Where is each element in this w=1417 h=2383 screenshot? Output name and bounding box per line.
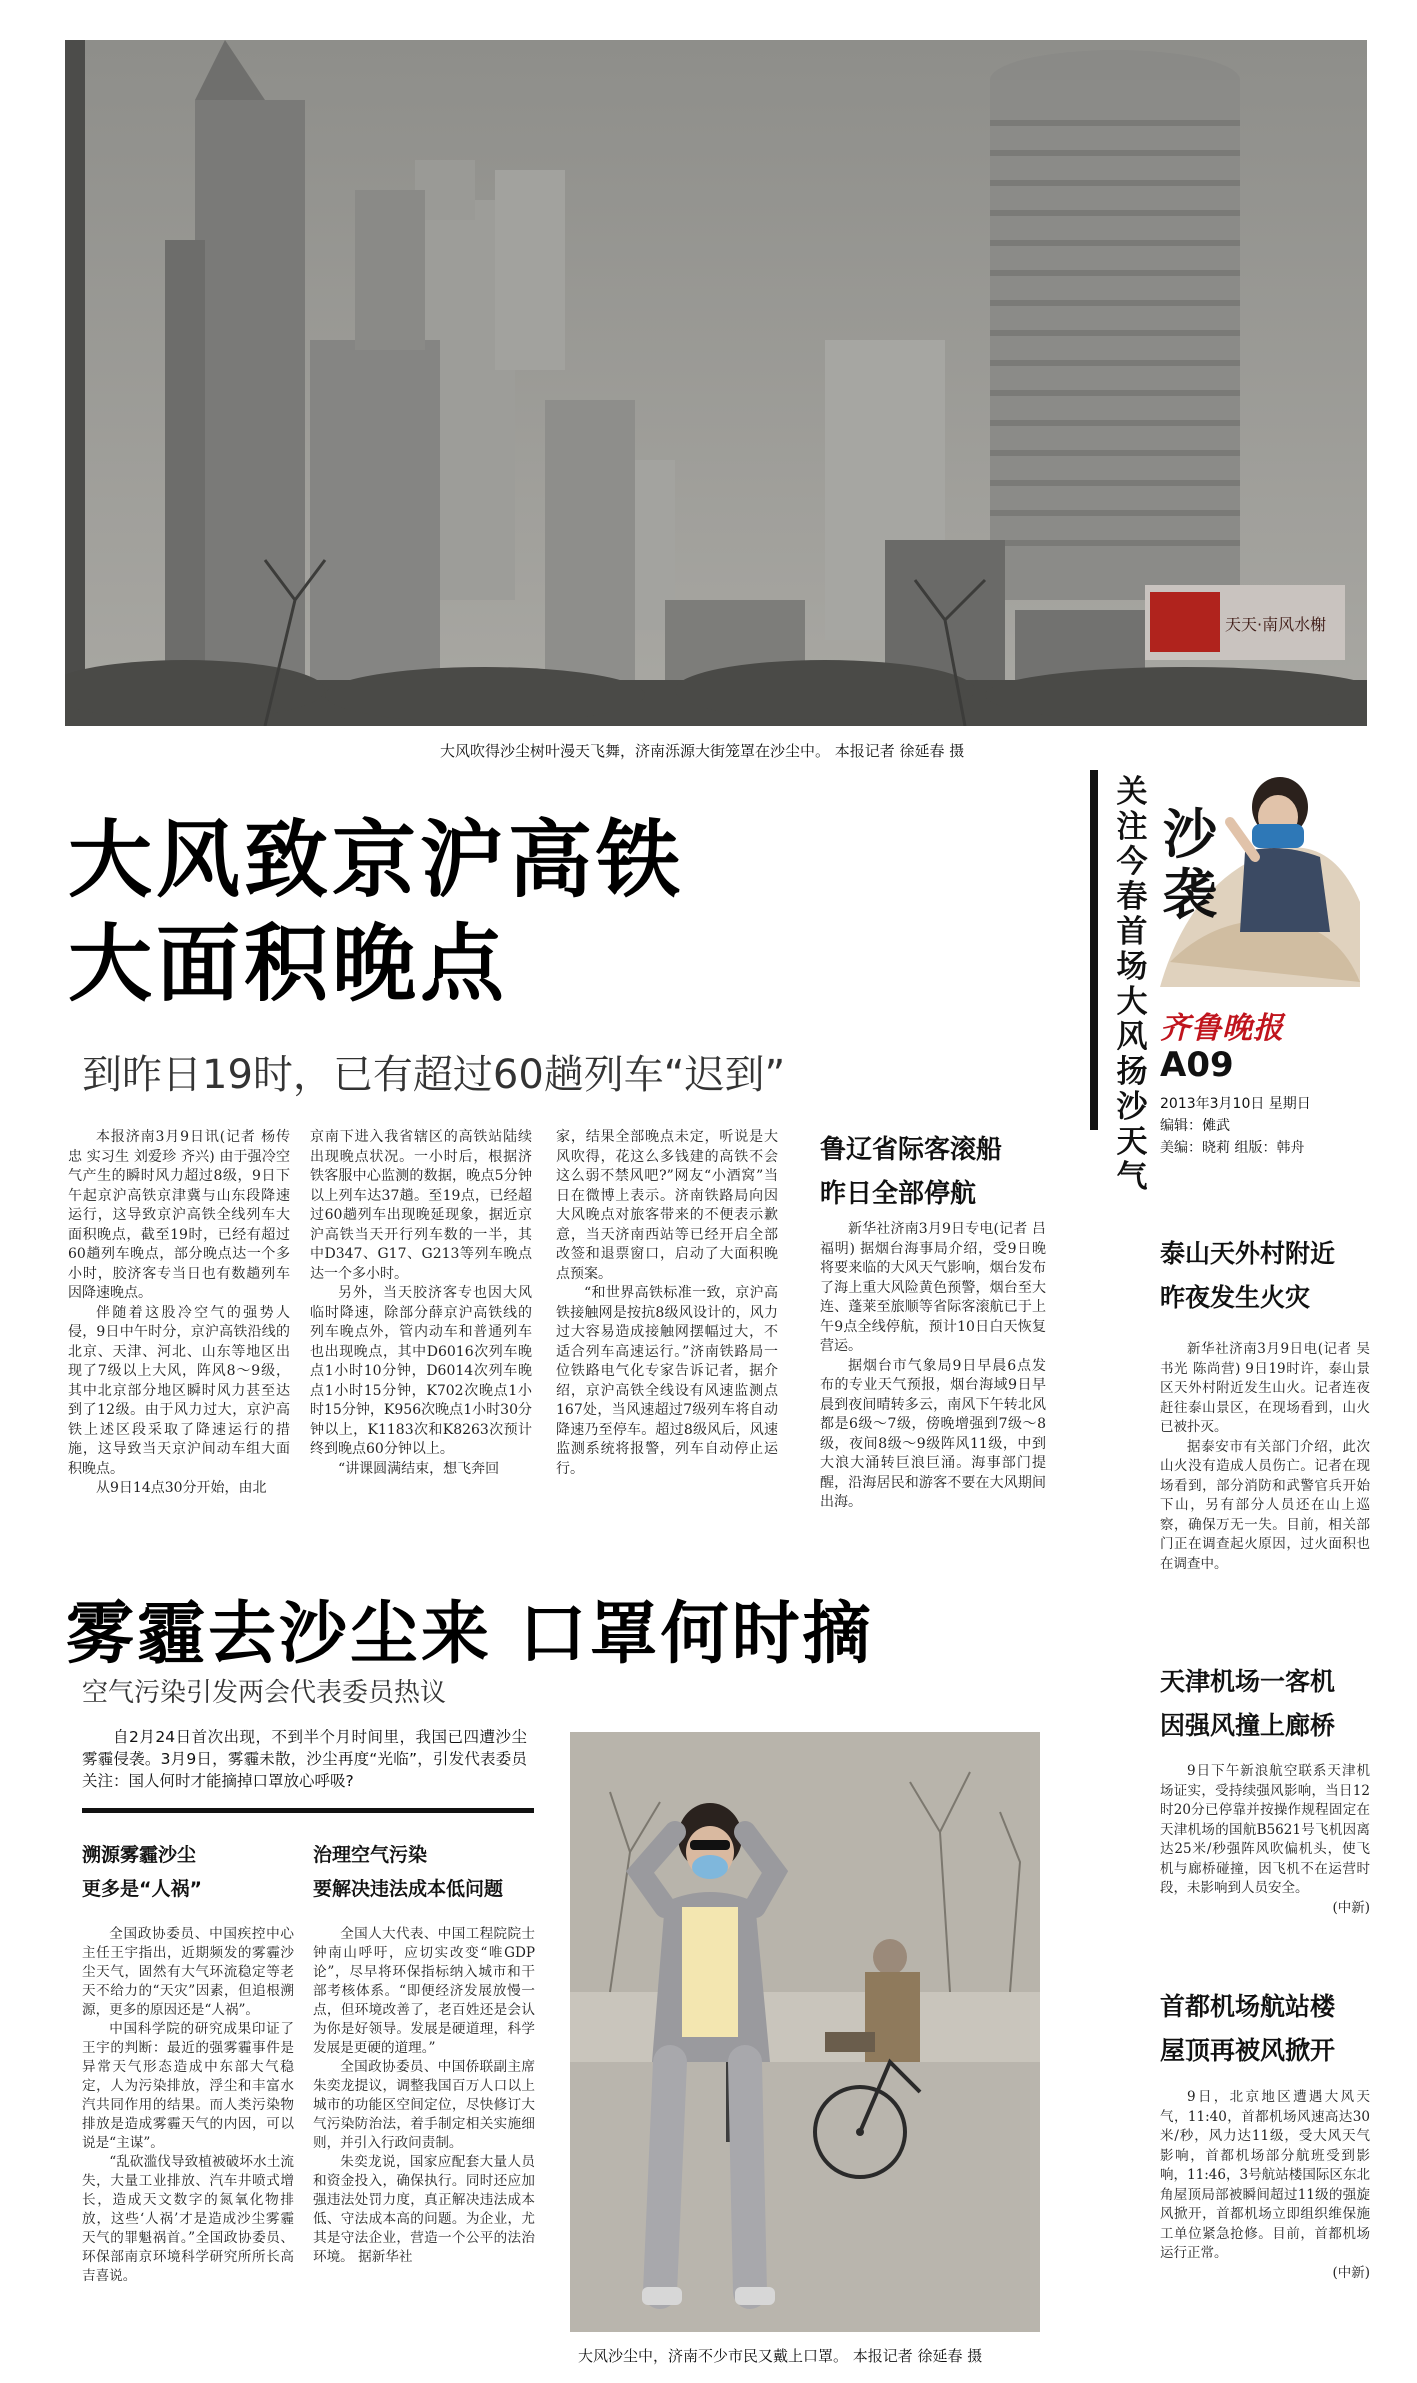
editor-line: 编辑：傩武 [1160, 1118, 1230, 1134]
ferry-headline-line1: 鲁辽省际客滚船 [820, 1135, 1003, 1165]
left-subheading [82, 1838, 202, 1906]
second-subheadline: 空气污染引发两会代表委员热议 [82, 1678, 447, 1708]
paragraph: 全国政协委员、中国侨联副主席朱奕龙提议，调整我国百万人口以上城市的功能区空间定位，尽快修订大气污染防治法，着手制定相关实施细则，并引入行政问责制。 [313, 2059, 535, 2151]
taishan-fire-headline [1160, 1232, 1370, 1320]
main-headline-line2: 大面积晚点 [68, 915, 509, 1013]
vertical-title-char: 天 [1116, 1124, 1148, 1160]
headline-line: 泰山天外村附近 [1160, 1239, 1336, 1268]
tianjin-airport-headline [1160, 1660, 1370, 1748]
main-story-column-1 [68, 1128, 290, 1499]
second-headline: 雾霾去沙尘来 口罩何时摘 [66, 1595, 874, 1674]
ferry-story-headline [820, 1128, 1050, 1216]
paragraph: 全国人大代表、中国工程院院士钟南山呼吁，应切实改变“唯GDP论”，尽早将环保指标纳入城市和干部考核体系。“即便经济发展放慢一点，但环境改善了，老百姓还是会认为你是好领导。发展是硬道理，科学发展是更硬的道理。” [313, 1926, 535, 2056]
paragraph: 家，结果全部晚点未定，听说是大风吹得，花这么多钱建的高铁不会这么弱不禁风吧?”网友“小酒窝”当日在微博上表示。济南铁路局向因大风晚点对旅客带来的不便表示歉意，当天济南西站等已经开启全部改签和退票窗口，启动了大面积晚点预案。 [556, 1129, 778, 1282]
capital-airport-headline [1160, 1985, 1370, 2073]
paragraph: 9日，北京地区遭遇大风天气，11:40，首都机场风速高达30米/秒，风力达11级，受大风天气影响，首都机场部分航班受到影响，11:46，3号航站楼国际区东北角屋顶局部被瞬间超过11级的强旋风掀开，首都机场立即组织维保施工单位紧急抢修。目前，首都机场运行正常。 [1160, 2089, 1370, 2261]
paragraph: 据泰安市有关部门介绍，此次山火没有造成人员伤亡。记者在现场看到，部分消防和武警官兵开始下山，另有部分人员还在山上巡察，确保万无一失。目前，相关部门正在调查起火原因，过火面积也在调查中。 [1160, 1438, 1370, 1572]
headline-line: 因强风撞上廊桥 [1160, 1711, 1336, 1740]
vertical-title-char: 关 [1116, 774, 1148, 810]
art-label-char: 袭 [1163, 863, 1217, 926]
right-subheading [313, 1838, 503, 1906]
billboard-text: 天天·南风水榭 [1225, 615, 1327, 634]
paragraph: 伴随着这股冷空气的强势人侵，9日中午时分，京沪高铁沿线的北京、天津、河北、山东等地区出现了7级以上大风，阵风8～9级，其中北京部分地区瞬时风力甚至达到了12级。由于风力过大，京沪高铁上述区段采取了降速运行的措施，这导致当天京沪间动车组大面积晚点。 [68, 1304, 290, 1477]
paragraph: 另外，当天胶济客专也因大风临时降速，除部分薛京沪高铁线的列车晚点外，管内动车和普通列车也出现晚点，其中D6016次列车晚点1小时10分钟，D6014次列车晚点1小时15分钟，K702次晚点1小时15分钟，K956次晚点1小时30分钟以上，K1183次和K8263次预计终到晚点60分钟以上。 [310, 1285, 532, 1457]
right-subheading-line2: 要解决违法成本低问题 [313, 1878, 504, 1900]
news-source: (中新) [1332, 2264, 1370, 2281]
city-skyline-illustration [65, 40, 1367, 726]
date-line: 2013年3月10日 星期日 [1160, 1096, 1311, 1112]
design-line: 美编：晓莉 组版：韩舟 [1160, 1140, 1305, 1156]
bottom-photo-masked-pedestrian [570, 1732, 1040, 2332]
paragraph: 从9日14点30分开始，由北 [96, 1480, 267, 1496]
vertical-title-char: 沙 [1116, 1089, 1148, 1125]
vertical-title-char: 注 [1116, 809, 1148, 845]
paragraph: 朱奕龙说，国家应配套大量人员和资金投入，确保执行。同时还应加强违法处罚力度，真正解决违法成本低、守法成本高的问题。为企业，尤其是守法企业，营造一个公平的法治环境。 据新华社 [313, 2154, 535, 2265]
left-subheading-line2: 更多是“人祸” [82, 1878, 202, 1900]
headline-line: 屋顶再被风掀开 [1160, 2036, 1336, 2065]
street-scene-illustration [570, 1732, 1040, 2332]
vertical-title-char: 春 [1116, 879, 1148, 915]
capital-airport-body [1160, 2088, 1370, 2283]
ferry-headline-line2: 昨日全部停航 [820, 1179, 977, 1209]
main-headline [68, 808, 1068, 1016]
paragraph: “讲课圆满结束，想飞奔回 [338, 1460, 500, 1477]
news-source: (中新) [1332, 1899, 1370, 1916]
right-subheading-line1: 治理空气污染 [313, 1844, 428, 1866]
vertical-title-char: 气 [1116, 1159, 1148, 1195]
paragraph: “和世界高铁标准一致，京沪高铁接触网是按抗8级风设计的，风力过大容易造成接触网摆幅过大，不适合列车高速运行。”济南铁路局一位铁路电气化专家告诉记者，据介绍，京沪高铁全线设有风速监测点167处，当风速超过7级列车将自动降速乃至停车。超过8级风后，风速监测系统将报警，列车自动停止运行。 [556, 1285, 778, 1477]
top-photo-sandstorm-city [65, 40, 1367, 726]
art-label-char: 沙 [1163, 803, 1217, 866]
vertical-title-char: 场 [1116, 949, 1148, 985]
headline-line: 昨夜发生火灾 [1160, 1283, 1311, 1312]
headline-line: 天津机场一客机 [1160, 1667, 1336, 1696]
second-story-right-column [313, 1925, 535, 2267]
taishan-fire-body [1160, 1340, 1370, 1574]
paragraph: 京南下进入我省辖区的高铁站陆续出现晚点状况。一小时后，根据济铁客服中心监测的数据，晚点5分钟以上列车达37趟。至19点，已经超过60趟列车出现晚延现象，据近京沪高铁当天开行列车数的一半，其中D347、G17、G213等列车晚点达一个多小时。 [310, 1129, 532, 1282]
paragraph: 新华社济南3月9日电(记者 吴书光 陈尚营) 9日19时许，泰山景区天外村附近发生山火。记者连夜赶往泰山景区，在现场看到，山火已被扑灭。 [1160, 1341, 1370, 1435]
paragraph: 新华社济南3月9日专电(记者 吕福明) 据烟台海事局介绍，受9日晚将要来临的大风天气影响，烟台发布了海上重大风险黄色预警，烟台至大连、蓬莱至旅顺等省际客滚航已于上午9点全线停航，预计10日白天恢复营运。 [820, 1221, 1046, 1354]
paragraph: 本报济南3月9日讯(记者 杨传忠 实习生 刘爱珍 齐兴) 由于强冷空气产生的瞬时风力超过8级，9日下午起京沪高铁京津冀与山东段降速运行，这导致京沪高铁全线列车大面积晚点，截至19时，已经有超过60趟列车晚点，部分晚点达一个多小时，胶济客专当日也有数趟列车因降速晚点。 [68, 1129, 290, 1301]
main-story-column-2 [310, 1128, 532, 1479]
headline-line: 首都机场航站楼 [1160, 1992, 1336, 2021]
paragraph: 中国科学院的研究成果印证了王宇的判断：最近的强雾霾事件是异常天气形态造成中东部大气稳定，人为污染排放，浮尘和丰富水汽共同作用的结果。而人类污染物排放是造成雾霾天气的内因，可以说是“主谋”。 [82, 2021, 294, 2151]
tianjin-airport-body [1160, 1762, 1370, 1918]
vertical-title-char: 大 [1116, 984, 1148, 1020]
main-subheadline: 到昨日19时，已有超过60趟列车“迟到” [82, 1052, 786, 1098]
second-story-left-column [82, 1925, 294, 2286]
second-story-lead: 自2月24日首次出现，不到半个月时间里，我国已四遭沙尘雾霾侵袭。3月9日，雾霾未散，沙尘再度“光临”，引发代表委员关注：国人何时才能摘掉口罩放心呼吸? [82, 1728, 527, 1790]
main-story-column-3 [556, 1128, 778, 1479]
page-number: A09 [1160, 1045, 1234, 1085]
vertical-title-char: 风 [1116, 1019, 1148, 1055]
vertical-title-char: 扬 [1116, 1054, 1148, 1090]
sandstorm-art-label [1160, 805, 1220, 925]
sidebar-rule [1090, 770, 1098, 1130]
section-divider [82, 1808, 534, 1813]
top-photo-caption: 大风吹得沙尘树叶漫天飞舞，济南泺源大街笼罩在沙尘中。 本报记者 徐延春 摄 [440, 742, 965, 760]
paragraph: “乱砍滥伐导致植被破坏水土流失，大量工业排放、汽车井喷式增长，造成天文数字的氮氧化物排放，这些‘人祸’才是造成沙尘雾霾天气的罪魁祸首。”全国政协委员、环保部南京环境科学研究所所长高吉喜说。 [82, 2154, 294, 2284]
paragraph: 9日下午新浪航空联系天津机场证实，受持续强风影响，当日12时20分已停靠并按操作规程固定在天津机场的国航B5621号飞机因离达25米/秒强阵风吹偏机头，使飞机与廊桥碰撞，因飞机不在运营时段，未影响到人员安全。 [1160, 1763, 1370, 1896]
vertical-title-char: 今 [1116, 844, 1148, 880]
paragraph: 全国政协委员、中国疾控中心主任王宇指出，近期频发的雾霾沙尘天气，固然有大气环流稳定等老天不给力的“天灾”因素，但追根溯源，更多的原因还是“人祸”。 [82, 1926, 294, 2018]
paragraph: 据烟台市气象局9日早晨6点发布的专业天气预报，烟台海域9日早晨到夜间晴转多云，南风下午转北风都是6级～7级，傍晚增强到7级～8级，夜间8级～9级阵风11级，中到大浪大涌转巨浪巨涌。海事部门提醒，沿海居民和游客不要在大风期间出海。 [820, 1357, 1046, 1510]
page-metadata [1160, 1093, 1370, 1159]
left-subheading-line1: 溯源雾霾沙尘 [82, 1844, 197, 1866]
newspaper-masthead: 齐鲁晚报 [1160, 1011, 1284, 1046]
vertical-title-char: 首 [1116, 914, 1148, 950]
ferry-story-body [820, 1220, 1046, 1513]
vertical-section-title [1112, 775, 1152, 1195]
bottom-photo-caption: 大风沙尘中，济南不少市民又戴上口罩。 本报记者 徐延春 摄 [578, 2347, 983, 2365]
main-headline-line1: 大风致京沪高铁 [68, 811, 685, 909]
